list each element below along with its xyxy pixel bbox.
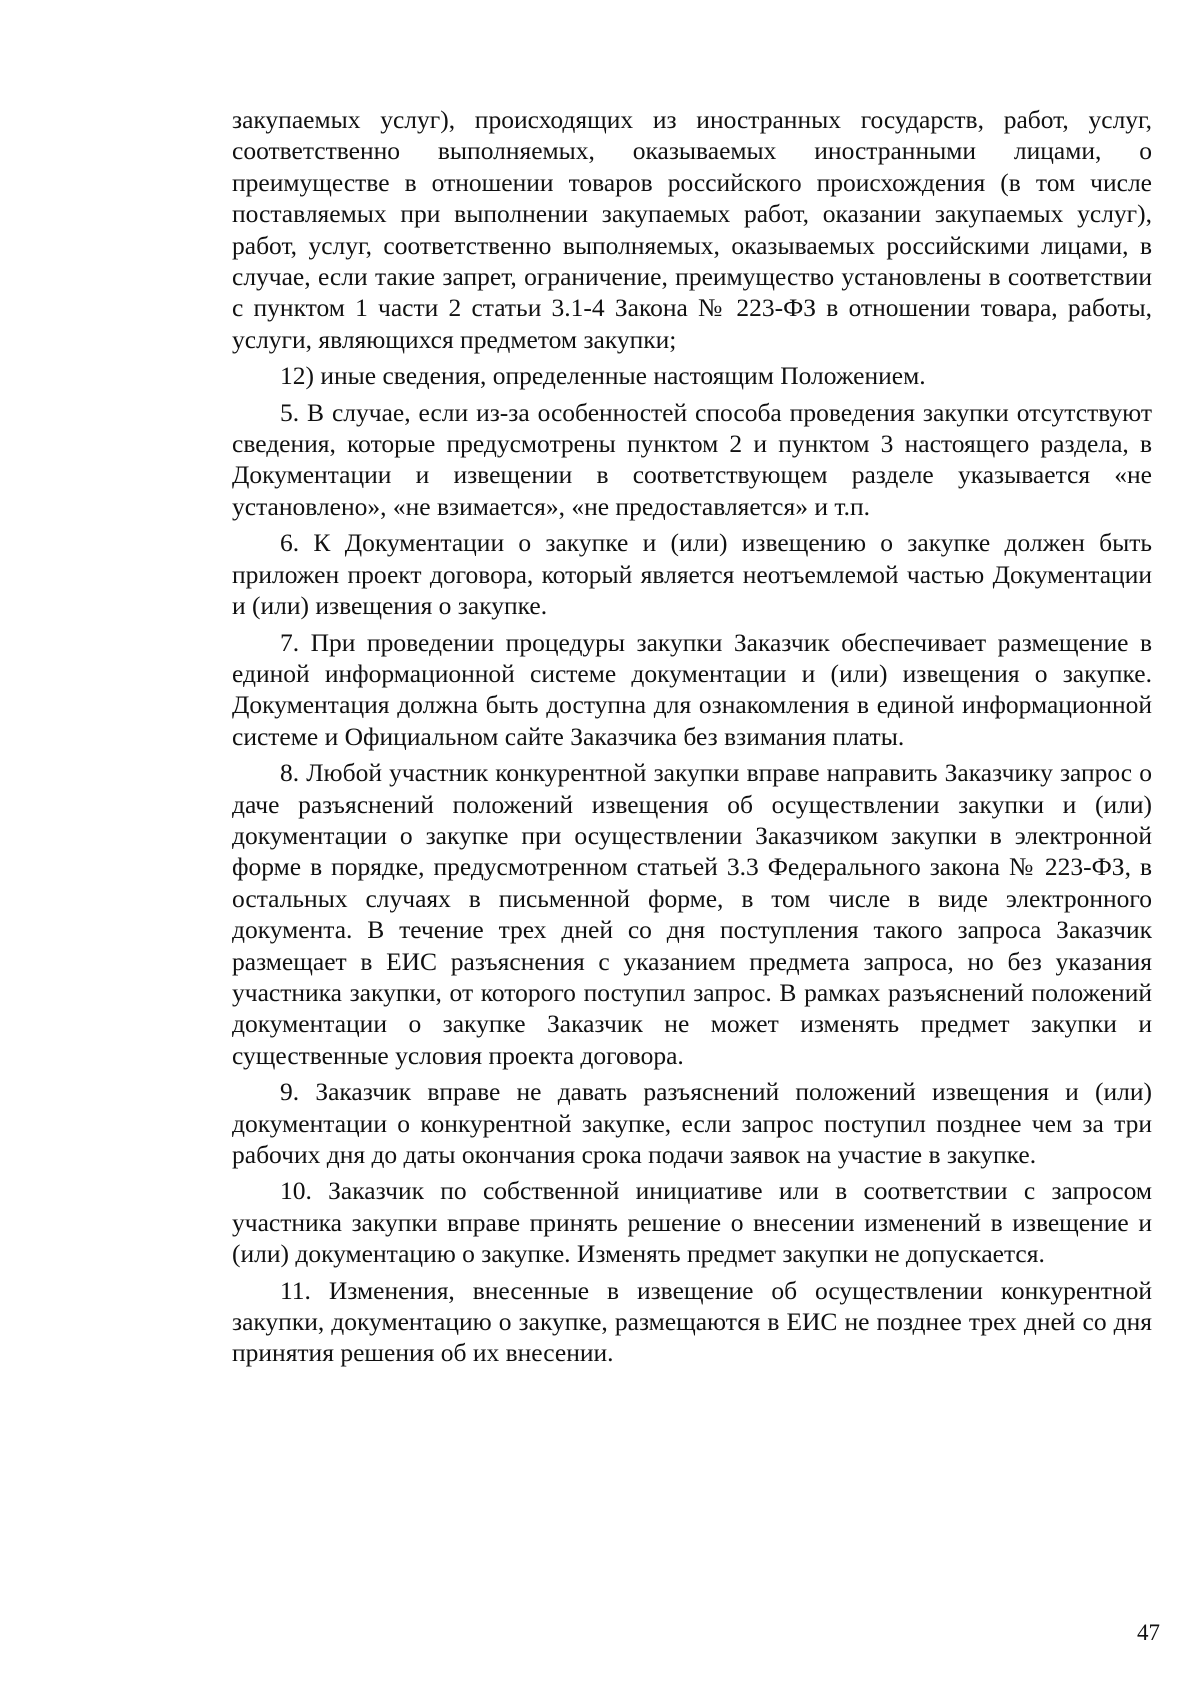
paragraph-8: 8. Любой участник конкурентной закупки вправе направить Заказчику запрос о даче разъяснений положений извещения об осуществлении закупки и (или) документации о закупке при осуществлении Заказчиком закупки в электронной форме в порядке, предусмотренном статьей 3.3 Федерального закона № 223-ФЗ, в остальных случаях в письменной форме, в том числе в виде электронного документа. В течение трех дней со дня поступления такого запроса Заказчик размещает в ЕИС разъяснения с указанием предмета запроса, но без указания участника закупки, от которого поступил запрос. В рамках разъяснений положений документации о закупке Заказчик не может изменять предмет закупки и существенные условия проекта договора. [232,758,1152,1070]
paragraph-10: 10. Заказчик по собственной инициативе или в соответствии с запросом участника закупки вправе принять решение о внесении изменений в извещение и (или) документацию о закупке. Изменять предмет закупки не допускается. [232,1176,1152,1269]
paragraph-7: 7. При проведении процедуры закупки Заказчик обеспечивает размещение в единой информационной системе документации и (или) извещения о закупке. Документация должна быть доступна для ознакомления в единой информационной системе и Официальном сайте Заказчика без взимания платы. [232,627,1152,751]
paragraph-continuation: закупаемых услуг), происходящих из иностранных государств, работ, услуг, соответственно выполняемых, оказываемых иностранными лицами, о преимуществе в отношении товаров российского происхождения (в том числе поставляемых при выполнении закупаемых работ, оказании закупаемых услуг), работ, услуг, соответственно выполняемых, оказываемых российскими лицами, в случае, если такие запрет, ограничение, преимущество установлены в соответствии с пунктом 1 части 2 статьи 3.1-4 Закона № 223-ФЗ в отношении товара, работы, услуги, являющихся предметом закупки; [232,105,1152,354]
paragraph-11: 11. Изменения, внесенные в извещение об осуществлении конкурентной закупки, документацию о закупке, размещаются в ЕИС не позднее трех дней со дня принятия решения об их внесении. [232,1275,1152,1368]
paragraph-item-12: 12) иные сведения, определенные настоящим Положением. [280,361,926,391]
paragraph-6: 6. К Документации о закупке и (или) извещению о закупке должен быть приложен проект договора, который является неотъемлемой частью Документации и (или) извещения о закупке. [232,528,1152,621]
document-body [232,104,1152,1369]
paragraph-9: 9. Заказчик вправе не давать разъяснений положений извещения и (или) документации о конкурентной закупке, если запрос поступил позднее чем за три рабочих дня до даты окончания срока подачи заявок на участие в закупке. [232,1077,1152,1169]
paragraph-5: 5. В случае, если из-за особенностей способа проведения закупки отсутствуют сведения, которые предусмотрены пунктом 2 и пунктом 3 настоящего раздела, в Документации и извещении в соответствующем разделе указывается «не установлено», «не взимается», «не предоставляется» и т.п. [232,397,1152,521]
page-number: 47 [1137,1620,1160,1645]
